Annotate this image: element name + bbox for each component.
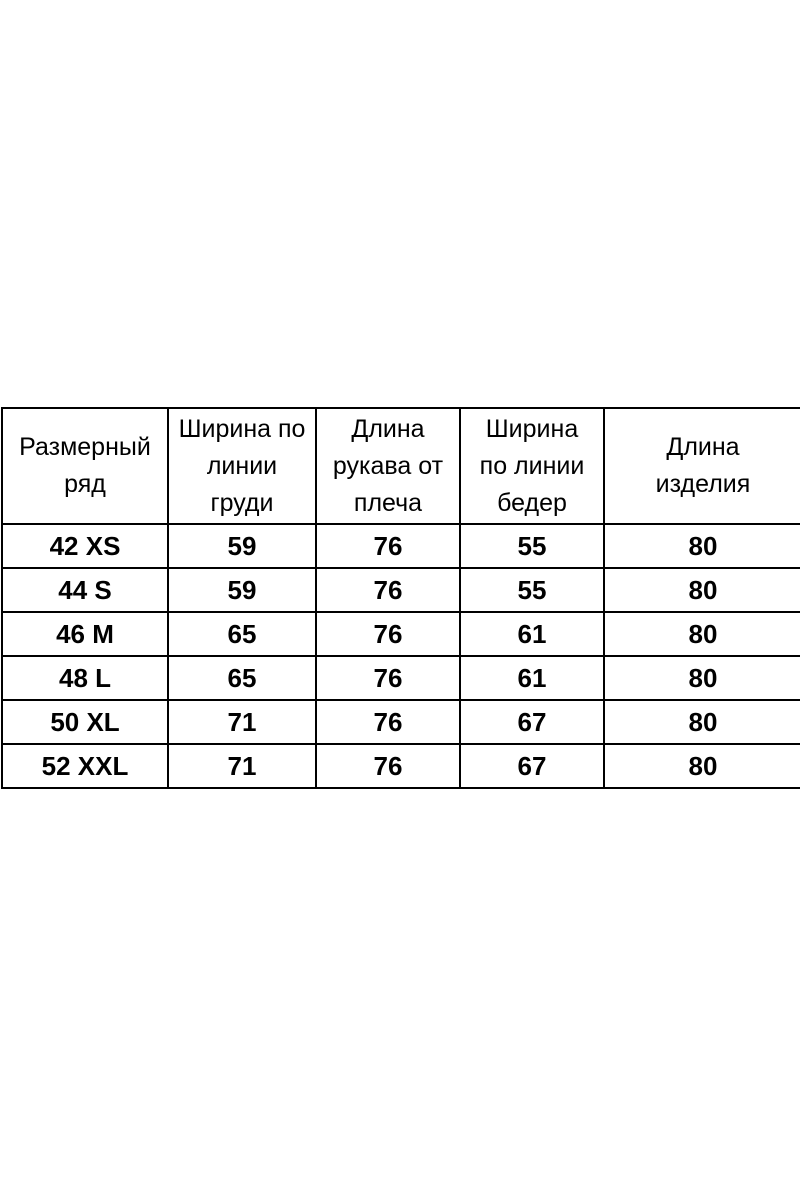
cell-garment-length: 80 (604, 612, 800, 656)
cell-garment-length: 80 (604, 568, 800, 612)
cell-hip-width: 61 (460, 656, 604, 700)
table-row (2, 568, 800, 612)
header-chest-width: Ширина по линии груди (168, 408, 316, 524)
cell-garment-length: 80 (604, 524, 800, 568)
cell-sleeve-length: 76 (316, 744, 460, 788)
cell-sleeve-length: 76 (316, 656, 460, 700)
cell-garment-length: 80 (604, 744, 800, 788)
cell-hip-width: 61 (460, 612, 604, 656)
header-sleeve-length: Длина рукава от плеча (316, 408, 460, 524)
cell-hip-width: 67 (460, 744, 604, 788)
cell-chest-width: 71 (168, 700, 316, 744)
cell-sleeve-length: 76 (316, 612, 460, 656)
table-row (2, 744, 800, 788)
cell-hip-width: 55 (460, 568, 604, 612)
header-size-range: Размерный ряд (2, 408, 168, 524)
cell-garment-length: 80 (604, 656, 800, 700)
cell-chest-width: 65 (168, 612, 316, 656)
cell-size: 48 L (2, 656, 168, 700)
header-garment-length: Длина изделия (604, 408, 800, 524)
cell-sleeve-length: 76 (316, 524, 460, 568)
table-row (2, 612, 800, 656)
cell-chest-width: 59 (168, 568, 316, 612)
size-chart-table (1, 407, 800, 789)
cell-hip-width: 55 (460, 524, 604, 568)
table-row (2, 524, 800, 568)
cell-garment-length: 80 (604, 700, 800, 744)
cell-size: 46 M (2, 612, 168, 656)
cell-size: 50 XL (2, 700, 168, 744)
table-row (2, 700, 800, 744)
cell-size: 44 S (2, 568, 168, 612)
header-hip-width: Ширина по линии бедер (460, 408, 604, 524)
cell-size: 42 XS (2, 524, 168, 568)
cell-chest-width: 65 (168, 656, 316, 700)
cell-sleeve-length: 76 (316, 568, 460, 612)
table-row (2, 656, 800, 700)
cell-chest-width: 71 (168, 744, 316, 788)
cell-chest-width: 59 (168, 524, 316, 568)
cell-hip-width: 67 (460, 700, 604, 744)
cell-size: 52 XXL (2, 744, 168, 788)
cell-sleeve-length: 76 (316, 700, 460, 744)
table-header-row (2, 408, 800, 524)
